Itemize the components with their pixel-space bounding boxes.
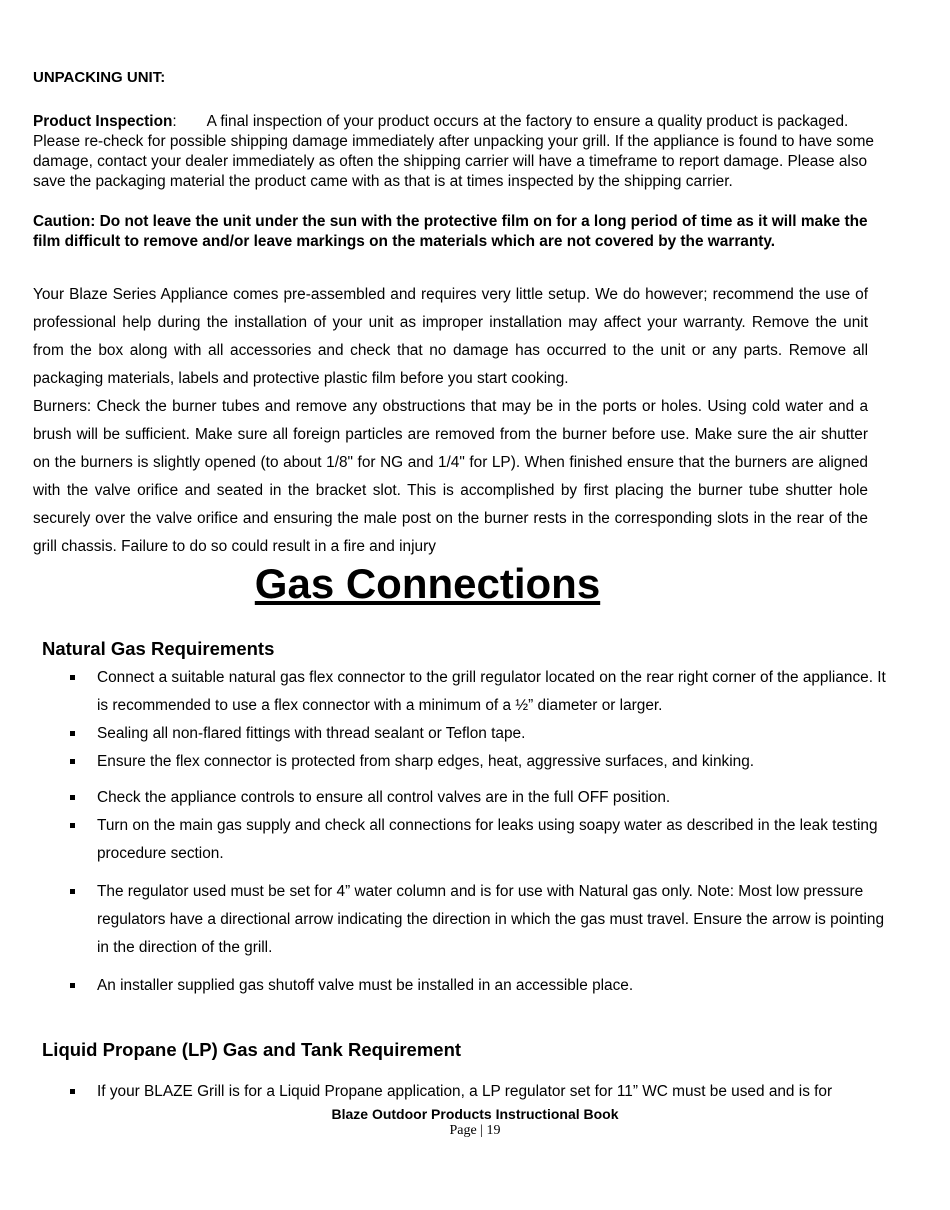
bullet-icon	[70, 759, 75, 764]
bullet-icon	[70, 823, 75, 828]
caution-notice: Caution: Do not leave the unit under the sun with the protective film on for a long period of time as it will make the film difficult to remove and/or leave markings on the materials which are not covered by the warranty.	[33, 213, 868, 250]
bullet-icon	[70, 731, 75, 736]
bullet-icon	[70, 1089, 75, 1094]
bullet-icon	[70, 795, 75, 800]
section-title: Gas Connections	[254, 560, 601, 607]
footer-page-number: Page | 19	[449, 1123, 501, 1138]
product-inspection-text: A final inspection of your product occurs at the factory to ensure a quality product is packaged. Please re-check for possible shipping damage immediately after unpacking your grill. If the appliance is found to have some damage, contact your dealer immediately as often the shipping carrier will have a timeframe to report damage. Please also save the packaging material the product came with as that is at times inspected by the shipping carrier.	[33, 113, 874, 190]
list-item: Ensure the flex connector is protected from sharp edges, heat, aggressive surfaces, and kinking.	[70, 748, 895, 776]
list-item: Turn on the main gas supply and check all connections for leaks using soapy water as described in the leak testing procedure section.	[70, 812, 895, 868]
list-item: The regulator used must be set for 4” water column and is for use with Natural gas only. Note: Most low pressure regulators have a directional arrow indicating the direction in which the gas must travel. Ensure the arrow is pointing in the direction of the grill.	[70, 878, 895, 962]
natural-gas-list	[70, 664, 895, 1000]
list-item: Connect a suitable natural gas flex connector to the grill regulator located on the rear right corner of the appliance. It is recommended to use a flex connector with a minimum of a ½” diameter or larger.	[70, 664, 895, 720]
product-inspection-paragraph	[33, 112, 893, 192]
bullet-icon	[70, 889, 75, 894]
list-item: An installer supplied gas shutoff valve must be installed in an accessible place.	[70, 972, 895, 1000]
list-item: Sealing all non-flared fittings with thread sealant or Teflon tape.	[70, 720, 895, 748]
natural-gas-heading: Natural Gas Requirements	[42, 638, 275, 659]
list-item: Check the appliance controls to ensure all control valves are in the full OFF position.	[70, 784, 895, 812]
burners-paragraph: Burners: Check the burner tubes and remove any obstructions that may be in the ports or holes. Using cold water and a brush will be sufficient. Make sure all foreign particles are removed from the burner before use. Make sure the air shutter on the burners is slightly opened (to about 1/8" for NG and 1/4" for LP). When finished ensure that the burners are aligned with the valve orifice and seated in the bracket slot. This is accomplished by first placing the burner tube shutter hole securely over the valve orifice and ensuring the male post on the burner rests in the corresponding slots in the rear of the grill chassis. Failure to do so could result in a fire and injury	[33, 398, 868, 555]
setup-paragraph: Your Blaze Series Appliance comes pre-assembled and requires very little setup. We do however; recommend the use of professional help during the installation of your unit as improper installation may affect your warranty. Remove the unit from the box along with all accessories and check that no damage has occurred to the unit or any parts. Remove all packaging materials, labels and protective plastic film before you start cooking.	[33, 286, 868, 387]
liquid-propane-heading: Liquid Propane (LP) Gas and Tank Requirement	[42, 1039, 462, 1060]
bullet-icon	[70, 983, 75, 988]
setup-section	[33, 281, 868, 561]
list-item: If your BLAZE Grill is for a Liquid Propane application, a LP regulator set for 11” WC must be used and is for	[70, 1078, 895, 1106]
product-inspection-colon: :	[172, 113, 177, 130]
product-inspection-label: Product Inspection	[33, 113, 173, 130]
unpacking-heading: UNPACKING UNIT:	[33, 69, 166, 86]
liquid-propane-list	[70, 1078, 895, 1106]
bullet-icon	[70, 675, 75, 680]
footer-book-title: Blaze Outdoor Products Instructional Book	[331, 1106, 619, 1122]
